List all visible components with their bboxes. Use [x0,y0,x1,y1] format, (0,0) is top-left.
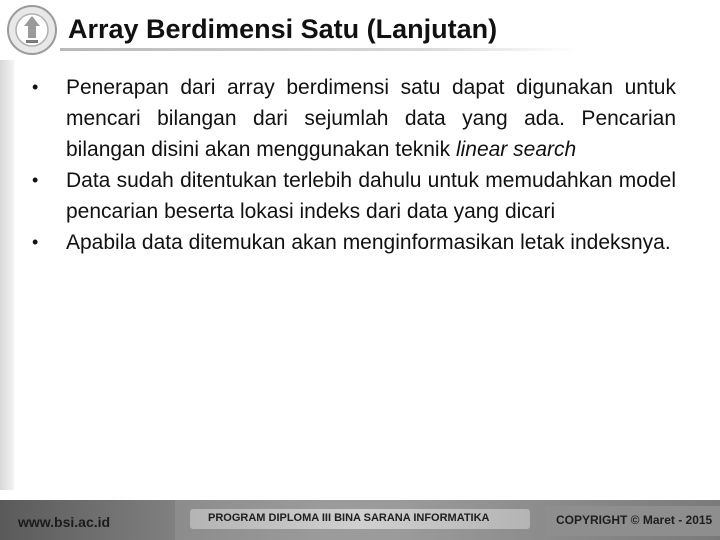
slide-title: Array Berdimensi Satu (Lanjutan) [68,14,498,44]
footer-url-link[interactable]: www.bsi.ac.id [18,514,111,530]
bullet-list [30,72,676,258]
footer-program-text: PROGRAM DIPLOMA III BINA SARANA INFORMATIKA [208,512,490,524]
bullet-dot-icon: • [32,170,39,190]
list-item [30,227,676,258]
footer-copyright-text: COPYRIGHT © Maret - 2015 [556,513,713,527]
bullet-text-italic: linear search [455,138,577,161]
bullet-text: Data sudah ditentukan terlebih dahulu untuk memudahkan model pencarian beserta lokasi indeks dari data yang dicari [66,169,676,223]
bullet-dot-icon: • [32,232,39,252]
bullet-text-regular: Penerapan dari array berdimensi satu dapat digunakan untuk mencari bilangan dari sejumlah data yang ada. Pencarian bilangan disini akan menggunakan teknik [66,76,676,161]
bullet-text [66,72,676,165]
title-underline [60,48,580,51]
bullet-text: Apabila data ditemukan akan menginformasikan letak indeksnya. [66,231,671,254]
list-item [30,72,676,165]
left-decor-band [0,60,14,490]
bsi-logo-icon [6,4,58,56]
bullet-dot-icon: • [32,77,39,97]
list-item [30,165,676,227]
